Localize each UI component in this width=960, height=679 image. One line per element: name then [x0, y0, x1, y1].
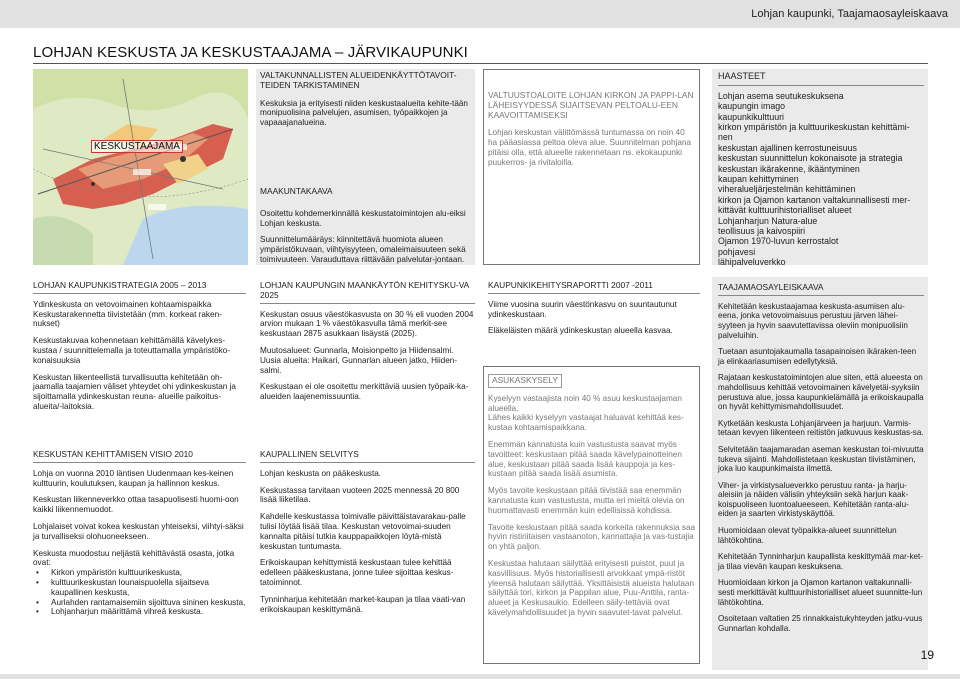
- kysely-text-4: Tavoite keskustaan pitää saada korkeita rakennuksia saa hyvin ristiriitaisen vastaanoton, kannattajia ja vas-tustajia on yhtä paljon.: [488, 522, 696, 552]
- selvitys-text-2: Keskustassa tarvitaan vuoteen 2025 mennessä 20 800 lisää liiketilaa.: [260, 485, 460, 505]
- header-bar: [0, 0, 960, 28]
- visio-list-item: • Kirkon ympäristön kulttuurikeskusta,: [33, 568, 246, 578]
- selvitys-section: [260, 450, 475, 621]
- page-title: LOHJAN KESKUSTA JA KESKUSTAAJAMA – JÄRVIKAUPUNKI: [33, 44, 468, 61]
- valtakunnalliset-heading: VALTAKUNNALLISTEN ALUEIDENKÄYTTÖTAVOIT-TEIDEN TARKISTAMINEN: [260, 70, 457, 90]
- haasteet-item: teollisuus ja kaivospiiri: [718, 226, 806, 237]
- ose-item: Kehitetään Tynninharjun kaupallista keskittymää mar-ket- ja tilaa vievän kaupan keskuksena.: [718, 552, 923, 571]
- kysely-text-3: Myös tavoite keskustaan pitää tiivistää saa enemmän kannatusta kuin vastustusta, mutta eri mieltä olevia on huomattavasti enemmän kuin edellisissä kohdissa.: [488, 486, 685, 515]
- maankaytto-text-1: Keskustan osuus väestökasvusta on 30 % eli vuoden 2004 arvion mukaan 1 % väestökasvulla tämä merkit-see keskustaan 2875 asukkaan lisäystä (2025).: [260, 309, 474, 339]
- ose-item: Tuetaan asuntojakaumalla tasapainoisen ikäraken-teen ja elinkaariasumisen edellytyksiä.: [718, 347, 917, 366]
- haasteet-item: kaupungin imago: [718, 101, 786, 112]
- haasteet-item: viheralueljärjestelmän kehittäminen: [718, 184, 856, 195]
- haasteet-item: keskustan suunnittelun kokonaisote ja strategia: [718, 153, 903, 164]
- selvitys-text-5: Tynninharjua kehitetään market-kaupan ja tilaa vaati-van erikoiskaupan keskittymänä.: [260, 594, 466, 614]
- ose-item: Kytketään keskusta Lohjanjärveen ja harjuun. Varmis-tetaan kevyen liikenteen reitistön jatkuvuus keskustas-sa.: [718, 418, 924, 438]
- map-image: [33, 69, 248, 265]
- kysely-text-5: Keskustaa halutaan säilyttää erityisesti puistot, puut ja kasvillisuus. Myös historiallisesti arvokkaat ympä-ristöt yleensä halutaan säilyttää. Yksittäisistä alueista halutaan säilyttää tori, kirkon ja Pappilan alue, Puu-Anttila, ranta-alueet ja Keskusaukio. Edelleen säily-tettäviä ovat kävelymahdollisuudet ja hyvin saavutet-tavat palvelut.: [488, 558, 695, 617]
- selvitys-heading: KAUPALLINEN SELVITYS: [260, 449, 359, 459]
- visio-list: [33, 568, 246, 617]
- haasteet-item: keskustan ikärakenne, ikääntyminen: [718, 163, 860, 174]
- haasteet-item: kirkon ja Ojamon kartanon valtakunnallisesti mer-kittävät kulttuurihistorialliset alueet: [718, 194, 911, 216]
- valtuusto-text: Lohjan keskustan välittömässä tuntumassa on noin 40 ha pääasiassa peltoa oleva alue. Suunnitelman pohjana pitäisi olla, että alueelle rakennetaan ns. ekokaupunki puukerros- ja rivitaloilla.: [488, 128, 692, 167]
- ose-item: Osoitetaan valtatien 25 rinnakkaistukyhteyden jatku-vuus Gunnarlan kohdalla.: [718, 614, 923, 633]
- map-label: KESKUSTAAJAMA: [91, 140, 183, 153]
- selvitys-text-4: Erikoiskaupan kehittymistä keskustaan tulee kehittää edelleen pääkeskustana, jonne tulee sijoittaa keskus-tatoiminnot.: [260, 558, 454, 587]
- maankaytto-section: [260, 281, 475, 409]
- raportti-text-1: Viime vuosina suurin väestönkasvu on suuntautunut ydinkeskustaan.: [488, 299, 677, 319]
- raportti-rule: [488, 293, 700, 294]
- haasteet-rule: [718, 85, 924, 86]
- ose-section: [718, 283, 924, 640]
- ose-item: Viher- ja virkistysalueverkko perustuu ranta- ja harju-aleisiin ja näiden välisiin yhteyksiin sekä harjun kaak-koispuoliseen luontoalueeseen. Kehitetään ranta-alu-eiden ja saarten virkistyskäyttöä.: [718, 480, 909, 519]
- footer-bar: [0, 674, 960, 679]
- raportti-section: [488, 281, 700, 343]
- valtuusto-section: [488, 91, 695, 175]
- selvitys-text-3: Kahdelle keskustassa toimivalle päivittäistavarakau-palle tulisi löytää lisää tilaa. Keskustan vetovoimai-suuden kannalta pitäisi tutkia kauppapaikkojen löytä-mistä keskustan tuntumasta.: [260, 512, 466, 551]
- valtakunnalliset-text: Keskuksia ja erityisesti niiden keskustaalueita kehite-tään monipuolisina palvelujen, asumisen, työpaikkojen ja vapaaajanalueina.: [260, 98, 468, 128]
- visio-list-item: • Aurlahden rantamaisemiin sijoittuva sininen keskusta,: [33, 598, 246, 608]
- haasteet-item: kaupan kehittyminen: [718, 174, 799, 185]
- valtakunnalliset-section: [260, 71, 472, 272]
- ose-rule: [718, 295, 924, 296]
- map-illustration: [33, 69, 248, 265]
- ose-item: Kehitetään keskustaajamaa keskusta-asumisen alu-eena, jonka vetovoimaisuus perustuu järven lähei-syyteen ja hyvin saavutettavissa oleviin monipuolisiin palveluihin.: [718, 301, 908, 340]
- kysely-heading: ASUKASKYSELY: [488, 374, 562, 388]
- selvitys-rule: [260, 462, 475, 463]
- haasteet-item: Lohjan asema seutukeskuksena: [718, 90, 844, 101]
- visio-section: [33, 450, 246, 617]
- page-number: 19: [920, 648, 934, 662]
- haasteet-item: Lohjanharjun Natura-alue: [718, 215, 818, 226]
- maankaytto-rule: [260, 303, 475, 304]
- visio-heading: KESKUSTAN KEHITTÄMISEN VISIO 2010: [33, 449, 193, 459]
- ose-heading: TAAJAMAOSAYLEISKAAVA: [718, 282, 824, 292]
- visio-text-3: Lohjalaiset voivat kokea keskustan yhteiseksi, viihtyi-säksi ja turvalliseksi olohuoneekseen.: [33, 521, 244, 541]
- visio-text-4: Keskusta muodostuu neljästä kehittävästä osasta, jotka ovat:: [33, 548, 235, 568]
- strategia-text-3: Keskustan liikenteellistä turvallisuutta kehitetään oh-jaamalla taajamien väliset yhteydet ohi ydinkeskustan ja sijoittamalla ydinkeskustan reuna- alueille paikoitus-alueita/-laitoksia.: [33, 372, 236, 411]
- selvitys-text-1: Lohjan keskusta on pääkeskusta.: [260, 468, 382, 478]
- maankaytto-heading: LOHJAN KAUPUNGIN MAANKÄYTÖN KEHITYSKU-VA 2025: [260, 280, 469, 300]
- kysely-section: [488, 374, 697, 625]
- visio-list-item: • kulttuurikeskustan lounaispuolella sijaitseva kaupallinen keskusta,: [33, 578, 246, 598]
- visio-rule: [33, 462, 246, 463]
- strategia-heading: LOHJAN KAUPUNKISTRATEGIA 2005 – 2013: [33, 280, 207, 290]
- haasteet-item: Ojamon 1970-luvun kerrostalot: [718, 236, 839, 247]
- raportti-text-2: Eläkeläisten määrä ydinkeskustan alueella kasvaa.: [488, 326, 673, 336]
- visio-list-item: • Lohjanharjun määrittämä vihreä keskusta.: [33, 607, 246, 617]
- haasteet-heading: HAASTEET: [718, 71, 766, 81]
- strategia-section: [33, 281, 246, 419]
- strategia-text-1: Ydinkeskusta on vetovoimainen kohtaamispaikka Keskustarakennetta tiivistetään (mm. korkeat raken-nukset): [33, 299, 222, 329]
- maakuntakaava-text-2: Suunnittelumääräys: kiinnitettävä huomiota alueen ympäristökuvaan, viihtyisyyteen, omaleimaisuuteen sekä toimivuuteen. Varauduttava riittävään palvelutar-jontaan.: [260, 235, 466, 264]
- maankaytto-text-2: Muutosalueet: Gunnarla, Moisionpelto ja Hiidensalmi. Uusia alueita: Haikari, Gunnarlan alueen jatko, Hiiden-salmi.: [260, 345, 458, 375]
- maakuntakaava-heading: MAAKUNTAKAAVA: [260, 185, 333, 196]
- header-section-title: Lohjan kaupunki, Taajamaosayleiskaava: [751, 8, 948, 20]
- haasteet-section: [718, 72, 924, 268]
- maankaytto-text-3: Keskustaan ei ole osoitettu merkittäviä uusien työpaik-ka-alueiden laajenemissuuntia.: [260, 382, 469, 402]
- valtuusto-heading: VALTUUSTOALOITE LOHJAN KIRKON JA PAPPI-LAN LÄHEISYYDESSÄ SIJAITSEVAN PELTOALU-EEN KAAVOITTAMISEKSI: [488, 90, 694, 120]
- maakuntakaava-text-1: Osoitettu kohdemerkinnällä keskustatoimintojen alu-eiksi Lohjan keskusta.: [260, 208, 466, 228]
- haasteet-item: kaupunkikulttuuri: [718, 111, 785, 122]
- ose-item: Selvitetään taajamaradan aseman keskustan toi-mivuutta tukeva sijainti. Mahdollistetaan keskustan tiivistäminen, joka luo kaupunkimaista ilmettä.: [718, 444, 924, 474]
- haasteet-item: kirkon ympäristön ja kulttuurikeskustan kehittämi-nen: [718, 122, 910, 143]
- haasteet-item: pohjavesi: [718, 246, 756, 257]
- kysely-text-2: Enemmän kannatusta kuin vastustusta saavat myös tavoitteet: keskustaan pitää saada kävelypainotteinen alue, keskustaan pitää saada lisää kauppoja ja kes-kustaan pitää saada lisää asumista.: [488, 439, 682, 479]
- title-rule: [33, 63, 928, 64]
- haasteet-item: keskustan ajallinen kerrostuneisuus: [718, 142, 857, 153]
- haasteet-item: lähipalveluverkko: [718, 257, 786, 268]
- raportti-heading: KAUPUNKIKEHITYSRAPORTTI 2007 -2011: [488, 280, 653, 290]
- visio-text-2: Keskustan liikenneverkko ottaa tasapuolisesti huomi-oon kaikki liikennemuodot.: [33, 495, 239, 515]
- ose-item: Huomioidaan olevat työpaikka-alueet suunnittelun lähtökohtina.: [718, 526, 897, 545]
- visio-text-1: Lohja on vuonna 2010 läntisen Uudenmaan kes-keinen kulttuurin, koulutuksen, kaupan ja hallinnon keskus.: [33, 468, 234, 488]
- strategia-text-2: Keskustakuvaa kohennetaan kehittämällä kävelykes-kustaa / suunnittelemalla ja toteuttamalla ympäristöko-konaisuuksia: [33, 336, 231, 365]
- strategia-rule: [33, 293, 246, 294]
- ose-item: Rajataan keskustatoimintojen alue siten, että alueesta on mahdollisuus kehittää vetovoimainen kävelyetäi-syyksiin perustuva alue, jossa kaupunkielämällä ja erikoiskaupalla on hyvät kehittymismahdollisuudet.: [718, 373, 924, 412]
- ose-item: Huomioidaan kirkon ja Ojamon kartanon valtakunnalli-sesti merkittävät kulttuurihistorialliset alueet suunnitte-lun lähtökohtina.: [718, 578, 923, 607]
- kysely-text-1: Kyselyyn vastaajista noin 40 % asuu keskustaajaman alueella. Lähes kaikki kyselyyn vastaajat haluavat kehittää kes-kustaa kohtaamispaikkana.: [488, 393, 684, 433]
